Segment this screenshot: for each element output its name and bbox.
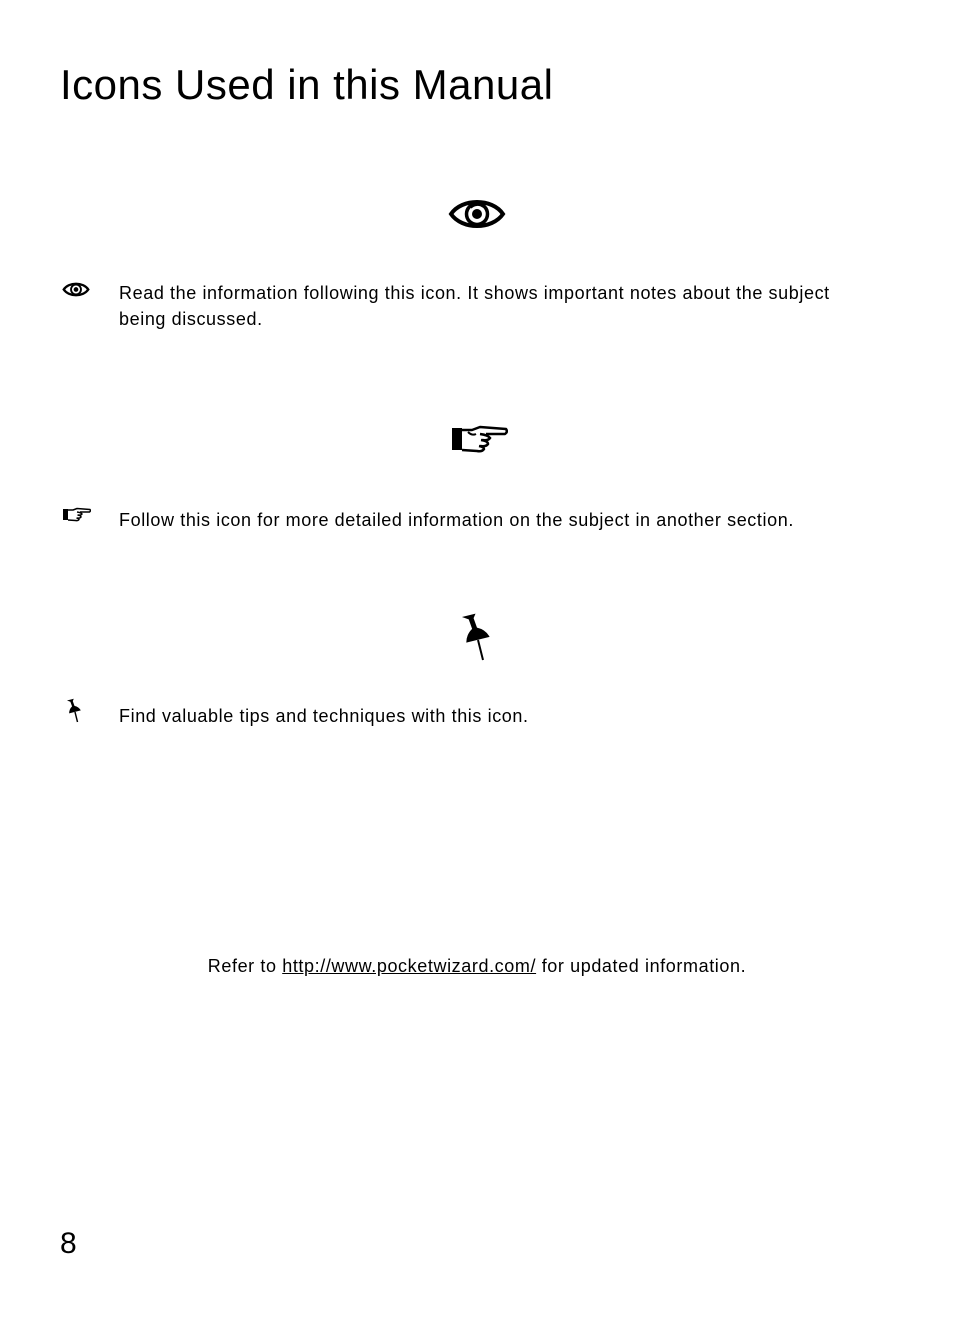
- website-link[interactable]: http://www.pocketwizard.com/: [282, 956, 537, 976]
- pointing-hand-icon: [62, 507, 91, 522]
- pushpin-icon-description: Find valuable tips and techniques with this icon.: [119, 706, 529, 726]
- eye-icon: [62, 281, 90, 298]
- eye-icon: [448, 196, 506, 232]
- reference-prefix: Refer to: [207, 956, 283, 976]
- page-number: 8: [60, 1227, 77, 1260]
- eye-icon-description: Read the information following this icon. It shows important notes about the subject being discussed.: [119, 283, 830, 329]
- pushpin-icon: [460, 612, 494, 662]
- pointing-hand-icon: [450, 424, 508, 454]
- reference-line: [0, 953, 954, 979]
- page-title: Icons Used in this Manual: [60, 61, 554, 108]
- reference-suffix: for updated information.: [536, 956, 747, 976]
- pointing-hand-icon-description: Follow this icon for more detailed information on the subject in another section.: [119, 510, 794, 530]
- pushpin-icon: [66, 698, 83, 723]
